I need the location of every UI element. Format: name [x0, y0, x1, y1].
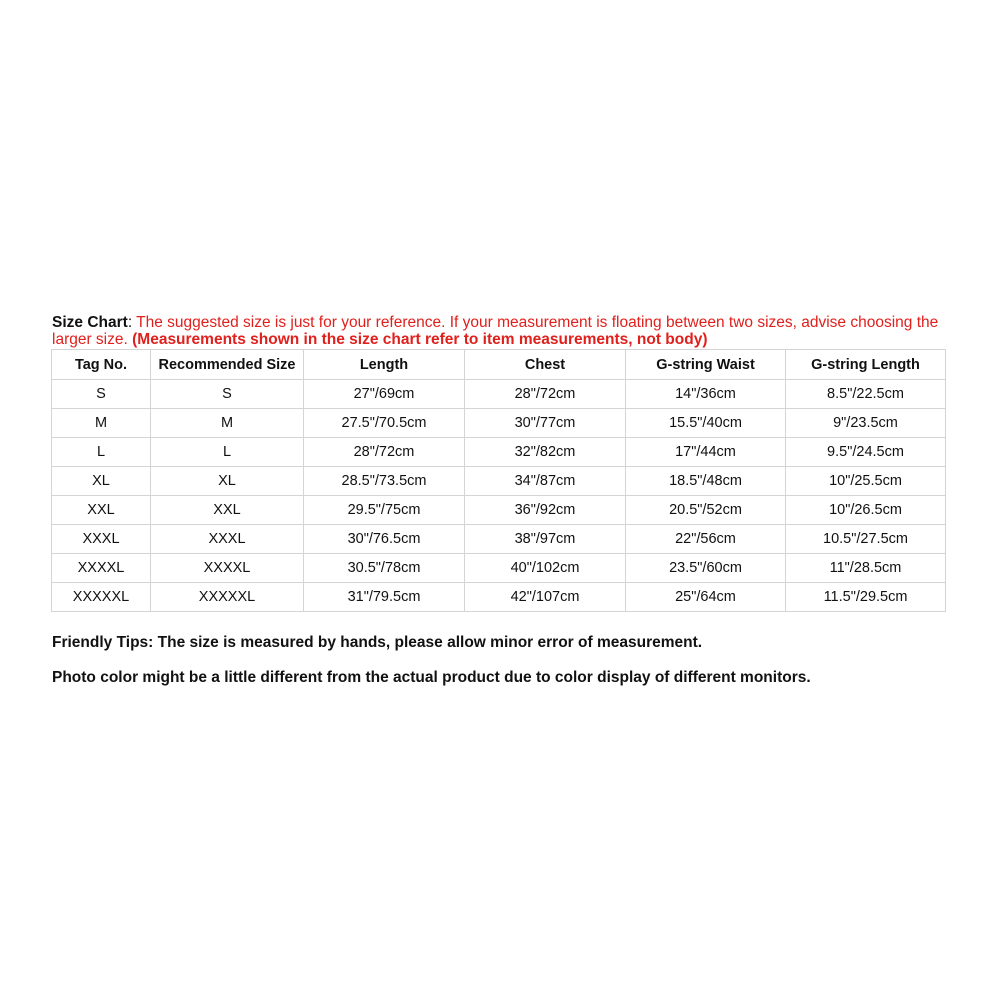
cell-gstring-length: 8.5"/22.5cm: [786, 380, 946, 409]
table-row: [52, 409, 946, 438]
cell-chest: 28"/72cm: [465, 380, 626, 409]
cell-tag-no: XL: [52, 467, 151, 496]
cell-recommended-size: L: [151, 438, 304, 467]
cell-tag-no: L: [52, 438, 151, 467]
cell-recommended-size: XXXXXL: [151, 583, 304, 612]
cell-tag-no: XXXL: [52, 525, 151, 554]
cell-chest: 38"/97cm: [465, 525, 626, 554]
cell-gstring-length: 11"/28.5cm: [786, 554, 946, 583]
cell-gstring-waist: 17"/44cm: [626, 438, 786, 467]
header-gstring-length: G-string Length: [786, 350, 946, 380]
table-row: [52, 467, 946, 496]
cell-gstring-length: 10"/26.5cm: [786, 496, 946, 525]
header-recommended-size: Recommended Size: [151, 350, 304, 380]
table-header-row: [52, 350, 946, 380]
cell-length: 29.5"/75cm: [304, 496, 465, 525]
cell-length: 27.5"/70.5cm: [304, 409, 465, 438]
size-chart-label: Size Chart: [52, 314, 128, 331]
size-chart-note: (Measurements shown in the size chart refer to item measurements, not body): [132, 331, 708, 348]
table-row: [52, 583, 946, 612]
cell-gstring-length: 9"/23.5cm: [786, 409, 946, 438]
cell-chest: 32"/82cm: [465, 438, 626, 467]
cell-tag-no: M: [52, 409, 151, 438]
header-tag-no: Tag No.: [52, 350, 151, 380]
table-row: [52, 525, 946, 554]
table-row: [52, 438, 946, 467]
cell-length: 31"/79.5cm: [304, 583, 465, 612]
cell-gstring-waist: 14"/36cm: [626, 380, 786, 409]
cell-gstring-waist: 22"/56cm: [626, 525, 786, 554]
cell-recommended-size: XXL: [151, 496, 304, 525]
table-row: [52, 380, 946, 409]
cell-gstring-waist: 18.5"/48cm: [626, 467, 786, 496]
cell-gstring-waist: 25"/64cm: [626, 583, 786, 612]
cell-tag-no: XXXXXL: [52, 583, 151, 612]
size-chart-intro: [52, 314, 952, 348]
size-chart-advice: The suggested size is just for your reference. If your measurement is floating between two sizes, advise choosing the larger size.: [52, 314, 939, 348]
cell-chest: 34"/87cm: [465, 467, 626, 496]
cell-length: 30.5"/78cm: [304, 554, 465, 583]
cell-length: 28"/72cm: [304, 438, 465, 467]
cell-chest: 36"/92cm: [465, 496, 626, 525]
cell-gstring-waist: 23.5"/60cm: [626, 554, 786, 583]
friendly-tips-text: Friendly Tips: The size is measured by hands, please allow minor error of measurement.: [52, 634, 703, 651]
cell-gstring-length: 10"/25.5cm: [786, 467, 946, 496]
cell-tag-no: XXXXL: [52, 554, 151, 583]
cell-length: 27"/69cm: [304, 380, 465, 409]
cell-gstring-waist: 15.5"/40cm: [626, 409, 786, 438]
header-length: Length: [304, 350, 465, 380]
photo-color-note: Photo color might be a little different from the actual product due to color display of different monitors.: [52, 669, 811, 686]
size-chart-table: [51, 349, 946, 612]
cell-gstring-length: 10.5"/27.5cm: [786, 525, 946, 554]
cell-recommended-size: S: [151, 380, 304, 409]
cell-recommended-size: XXXXL: [151, 554, 304, 583]
cell-chest: 30"/77cm: [465, 409, 626, 438]
cell-recommended-size: XXXL: [151, 525, 304, 554]
cell-length: 28.5"/73.5cm: [304, 467, 465, 496]
header-gstring-waist: G-string Waist: [626, 350, 786, 380]
cell-recommended-size: M: [151, 409, 304, 438]
cell-recommended-size: XL: [151, 467, 304, 496]
header-chest: Chest: [465, 350, 626, 380]
table-row: [52, 496, 946, 525]
cell-tag-no: S: [52, 380, 151, 409]
cell-chest: 40"/102cm: [465, 554, 626, 583]
cell-gstring-length: 9.5"/24.5cm: [786, 438, 946, 467]
cell-length: 30"/76.5cm: [304, 525, 465, 554]
cell-gstring-waist: 20.5"/52cm: [626, 496, 786, 525]
cell-gstring-length: 11.5"/29.5cm: [786, 583, 946, 612]
cell-tag-no: XXL: [52, 496, 151, 525]
table-row: [52, 554, 946, 583]
cell-chest: 42"/107cm: [465, 583, 626, 612]
size-chart-colon: :: [127, 314, 133, 331]
